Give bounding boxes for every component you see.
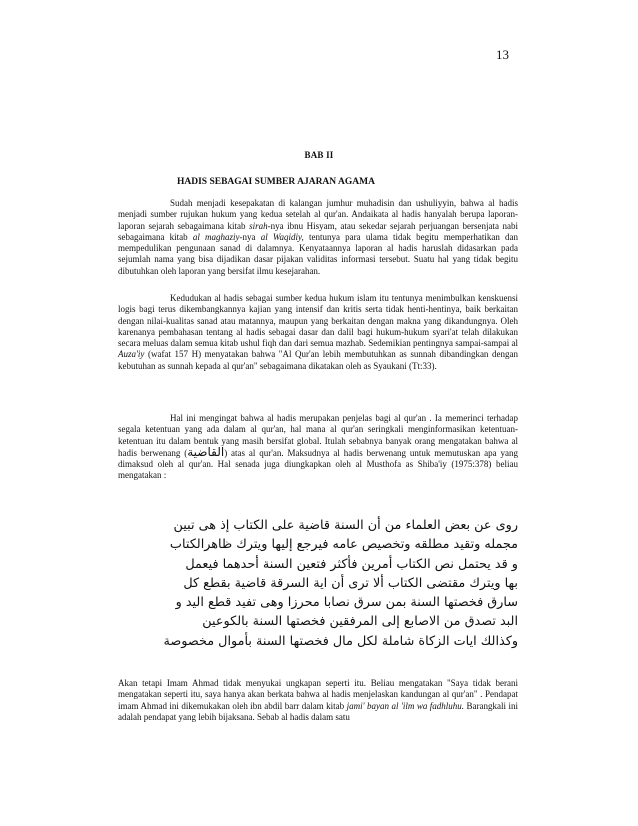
p4-text-1: Akan tetapi Imam Ahmad tidak menyukai ungkapan seperti itu. Beliau mengatakan "Saya tidak berani mengatakan seperti itu, saya hanya akan berkata bahwa al hadis menjelaskan kandungan al qur'an" . Pendapat imam Ahmad ini dikemukakan oleh ibn abdil barr dalam kitab — [118, 678, 518, 711]
p3-text-2: ) atas al qur'an. Maksudnya al hadis berwenang untuk memutuskan apa yang dimaksud oleh al qur'an. Hal senada juga diungkapkan oleh al Musthofa as Shiba'iy (1975:378) beliau mengatakan : — [118, 447, 518, 481]
p1-text-1: Sudah menjadi kesepakatan di kalangan jumhur muhadisin dan ushuliyyin, bahwa al hadis menjadi sumber rujukan hukum yang kedua setelah al qur'an. Andaikata al hadis hanyalah berupa laporan-laporan sejarah sebagaimana kitab — [118, 198, 518, 231]
arabic-line-2: مجمله وتقيد مطلقه وتخصيص عامه فيرجع إليها ويترك ظاهرالكتاب — [169, 537, 518, 553]
arabic-line-1: روى عن بعض العلماء من أن السنة قاضية على الكتاب إذ هى تبين — [173, 518, 518, 533]
p3-arabic-term: القاضية — [187, 444, 225, 459]
p1-italic-sirah: sirah — [249, 220, 268, 231]
p1-text-2: -nya ibnu Hisyam, atau sekedar sejarah perjuangan bersenjata nabi sebagaimana kitab — [118, 220, 518, 242]
arabic-line-6: البد تصدق من الاصابع إلى المرفقين فخصتها السنة بالكوعين — [202, 614, 518, 630]
paragraph-2 — [118, 293, 518, 372]
arabic-line-3: و قد يحتمل نص الكتاب أمرين فأكثر فتعين السنة أحدهما فيعمل — [185, 556, 518, 572]
arabic-line-7: وكذالك ايات الزكاة شاملة لكل مال فخصتها السنة بأموال مخصوصة — [163, 633, 518, 649]
arabic-line-4: بها ويترك مقتضى الكتاب ألا ترى أن اية السرقة قاضية بقطع كل — [183, 575, 518, 591]
paragraph-1 — [118, 198, 518, 277]
p3-text-1: Hal ini mengingat bahwa al hadis merupakan penjelas bagi al qur'an . Ia memerinci terhadap segala ketentuan yang ada dalam al qur'an, hal mana al qur'an seringkali menginformasikan ketentuan-ketentuan itu dalam bentuk yang masih bersifat global. Itulah sebabnya banyak orang mengatakan bahwa al hadis berwenang ( — [118, 413, 518, 458]
p4-italic-kitab: jami' bayan al 'ilm wa fadhluhu. — [346, 700, 465, 711]
page-number: 13 — [496, 47, 509, 62]
p4-text-2: Barangkali ini adalah pendapat yang lebih bijaksana. Sebab al hadis dalam satu — [118, 700, 518, 722]
p1-text-4: tentunya para ulama tidak begitu memperhatikan dan mempedulikan pengunaan sanad di dalamnya. Kenyataannya laporan al hadis haruslah didasarkan pada sejumlah nama yang bisa dijadikan dasar pijakan validitas informasi tersebut. Suatu hal yang tidak begitu dibutuhkan oleh laporan yang bersifat ilmu kesejarahan. — [118, 231, 519, 276]
p2-italic-auzaiy: Auza'iy — [118, 349, 145, 360]
arabic-line-5: سارق فخصتها السنة بمن سرق نصابا محرزا وهى تفيد قطع اليد و — [175, 595, 518, 611]
p1-text-3: -nya — [239, 231, 261, 242]
arabic-quote — [118, 516, 518, 651]
p1-italic-maghaziy: al maghaziy — [192, 231, 240, 242]
p1-italic-waqidiy: al Waqidiy, — [260, 231, 304, 242]
p2-text-1: Kedudukan al hadis sebagai sumber kedua hukum islam itu tentunya menimbulkan kenskuensi logis bagi terus dikembangkannya kajian yang intensif dan kritis serta tidak henti-hentinya, baik berkaitan dengan nilai-kualitas sanad atau matannya, maupun yang berkaitan dengan makna yang dikandungnya. Oleh karenanya pembahasan tentang al hadis sebagai dasar dan dalil bagi hukum-hukum syari'at telah dilakukan secara meluas dalam semua kitab ushul fiqh dan dari semua mazhab. Sedemikian pentingnya sampai-sampai al — [118, 293, 518, 349]
paragraph-4 — [118, 678, 518, 723]
paragraph-3 — [118, 413, 518, 482]
chapter-heading: BAB II — [304, 150, 334, 160]
chapter-title: HADIS SEBAGAI SUMBER AJARAN AGAMA — [177, 177, 375, 187]
p2-text-2: (wafat 157 H) menyatakan bahwa "Al Qur'an lebih membutuhkan as sunnah dibandingkan dengan kebutuhan as sunnah kepada al qur'an" sebagaimana dikatakan oleh as Syaukani (Tt:33). — [118, 349, 518, 371]
